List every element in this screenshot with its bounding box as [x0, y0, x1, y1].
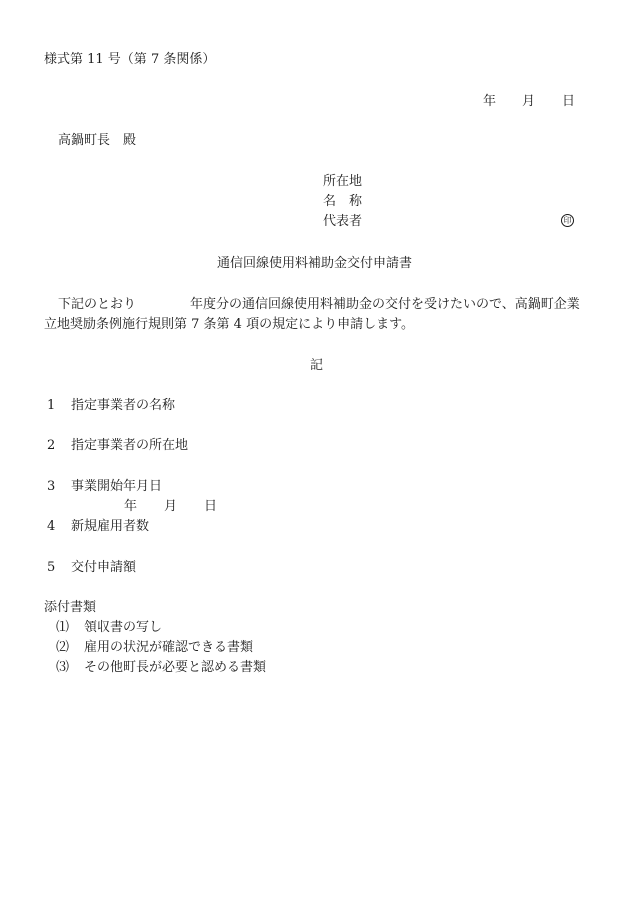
item-number: 3	[47, 479, 56, 494]
body-lead: 下記のとおり	[58, 297, 137, 312]
body-line1: 年度分の通信回線使用料補助金の交付を受けたいので、高鍋町企業	[190, 297, 580, 312]
date-day: 日	[562, 94, 576, 109]
form-number: 様式第 11 号（第 7 条関係）	[44, 52, 216, 67]
ki-heading: 記	[310, 358, 324, 373]
attachments-heading: 添付書類	[44, 600, 97, 615]
attachment-item: その他町長が必要と認める書類	[84, 660, 267, 675]
attachment-number: ⑶	[56, 660, 70, 675]
start-date-month: 月	[164, 499, 178, 514]
start-date-day: 日	[204, 499, 218, 514]
document-title: 通信回線使用料補助金交付申請書	[217, 256, 413, 271]
representative-label: 代表者	[323, 214, 363, 229]
item-label: 新規雇用者数	[71, 519, 150, 534]
item-number: 2	[47, 438, 56, 453]
item-label: 指定事業者の所在地	[71, 438, 189, 453]
attachment-item: 領収書の写し	[84, 620, 163, 635]
item-label: 交付申請額	[71, 560, 137, 575]
item-number: 5	[47, 560, 56, 575]
item-number: 1	[47, 398, 56, 413]
start-date-year: 年	[124, 499, 138, 514]
seal-mark: 印	[561, 214, 574, 227]
address-label: 所在地	[323, 174, 363, 189]
addressee: 高鍋町長 殿	[58, 133, 137, 148]
date-month: 月	[522, 94, 536, 109]
attachment-number: ⑵	[56, 640, 70, 655]
item-label: 事業開始年月日	[71, 479, 163, 494]
name-label: 名 称	[323, 194, 363, 209]
item-label: 指定事業者の名称	[71, 398, 176, 413]
body-line2: 立地奨励条例施行規則第 7 条第 4 項の規定により申請します。	[44, 317, 415, 332]
item-number: 4	[47, 519, 56, 534]
attachment-number: ⑴	[56, 620, 70, 635]
date-year: 年	[483, 94, 497, 109]
attachment-item: 雇用の状況が確認できる書類	[84, 640, 254, 655]
